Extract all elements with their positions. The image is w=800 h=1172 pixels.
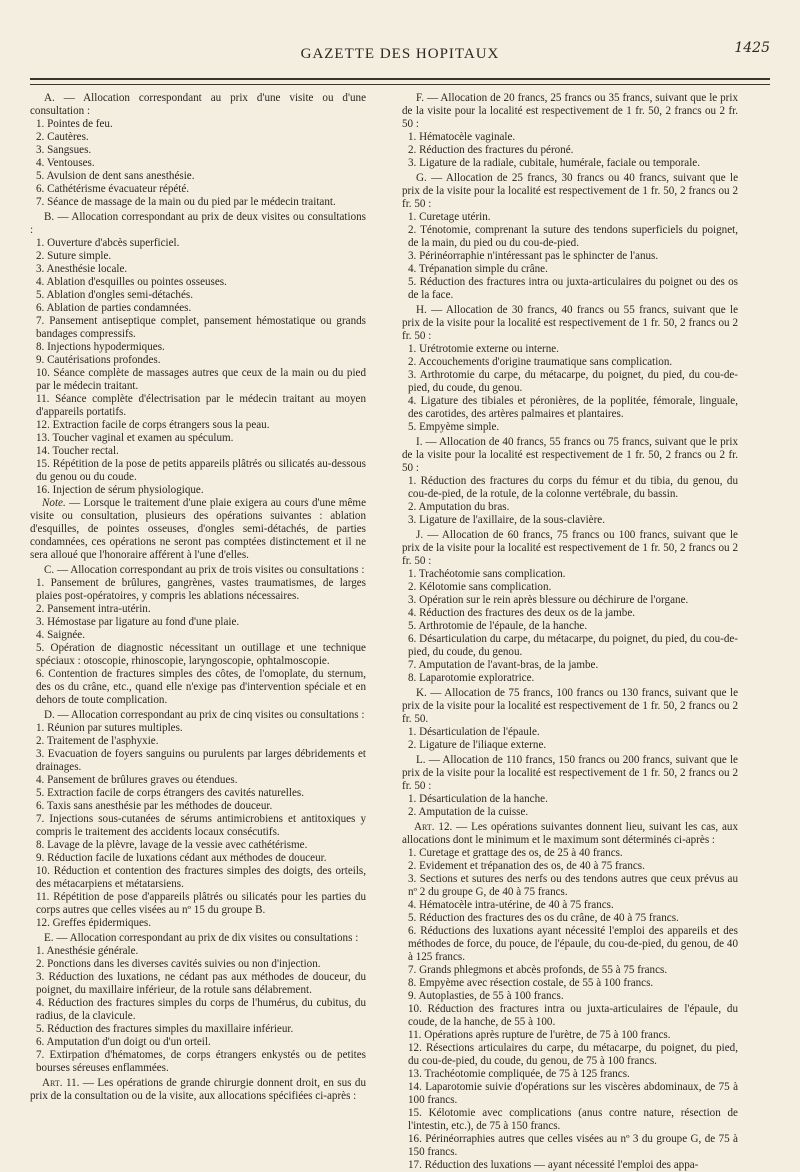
list-item: 10. Séance complète de massages autres que ceux de la main ou du pied par le médecin traitant.	[36, 367, 366, 392]
section-heading: E. — Allocation correspondant au prix de dix visites ou consultations :	[44, 932, 359, 944]
list-item: 4. Saignée.	[36, 629, 85, 641]
note-label: Note.	[42, 497, 66, 509]
list-item: 2. Ligature de l'iliaque externe.	[408, 739, 547, 751]
list-item: 6. Contention de fractures simples des côtes, de l'omoplate, du sternum, des os du crâne, etc., quand elle n'exige pas d'intervention spéciale et en dehors de toute complication.	[36, 668, 366, 706]
list-item: 9. Autoplasties, de 55 à 100 francs.	[408, 990, 564, 1002]
list-item: 11. Répétition de pose d'appareils plâtrés ou silicatés pour les parties du corps autres que celles visées au nº 15 du groupe B.	[36, 891, 366, 916]
list-item: 2. Traitement de l'asphyxie.	[36, 735, 159, 747]
list-item: 3. Anesthésie locale.	[36, 263, 128, 275]
list-item: 7. Séance de massage de la main ou du pied par le médecin traitant.	[36, 196, 336, 208]
article-paragraph	[30, 1077, 366, 1103]
list-item: 4. Réduction des fractures des deux os de la jambe.	[408, 607, 636, 619]
list-item: 5. Réduction des fractures des os du crâne, de 40 à 75 francs.	[408, 912, 679, 924]
list-item: 5. Réduction des fractures simples du maxillaire inférieur.	[36, 1023, 294, 1035]
list-item: 4. Réduction des fractures simples du corps de l'humérus, du cubitus, du radius, de la clavicule.	[36, 997, 366, 1022]
list-item: 4. Ventouses.	[36, 157, 95, 169]
article-paragraph	[402, 821, 738, 847]
list-item: 3. Réduction des luxations, ne cédant pas aux méthodes de douceur, du poignet, du maxillaire inférieur, de la rotule sans délabrement.	[36, 971, 366, 996]
list-item: 1. Ouverture d'abcès superficiel.	[36, 237, 180, 249]
list-item: 11. Séance complète d'électrisation par le médecin traitant au moyen d'appareils portatifs.	[36, 393, 366, 418]
section-heading: L. — Allocation de 110 francs, 150 francs ou 200 francs, suivant que le prix de la visite pour la localité est respectivement de 1 fr. 50, 2 francs ou 2 fr. 50 :	[402, 754, 738, 792]
list-item: 5. Ablation d'ongles semi-détachés.	[36, 289, 193, 301]
list-item: 3. Ligature de l'axillaire, de la sous-clavière.	[408, 514, 605, 526]
list-item: 2. Amputation du bras.	[408, 501, 510, 513]
list-item: 7. Pansement antiseptique complet, pansement hémostatique ou grands bandages compressifs.	[36, 315, 366, 340]
list-item: 3. Périnéorraphie n'intéressant pas le sphincter de l'anus.	[408, 250, 659, 262]
list-item: 5. Extraction facile de corps étrangers des cavités naturelles.	[36, 787, 304, 799]
list-item: 12. Extraction facile de corps étrangers sous la peau.	[36, 419, 270, 431]
list-item: 8. Empyème avec résection costale, de 55 à 100 francs.	[408, 977, 654, 989]
list-item: 6. Ablation de parties condamnées.	[36, 302, 192, 314]
list-item: 1. Anesthésie générale.	[36, 945, 139, 957]
list-item: 3. Ligature de la radiale, cubitale, humérale, faciale ou temporale.	[408, 157, 700, 169]
section-heading: C. — Allocation correspondant au prix de trois visites ou consultations :	[44, 564, 365, 576]
list-item: 16. Périnéorraphies autres que celles visées au nº 3 du groupe G, de 75 à 150 francs.	[408, 1133, 738, 1158]
section-heading: K. — Allocation de 75 francs, 100 francs ou 130 francs, suivant que le prix de la visite pour la localité est respectivement de 1 fr. 50, 2 francs ou 2 fr. 50.	[402, 687, 738, 725]
list-item: 3. Sangsues.	[36, 144, 92, 156]
list-item: 14. Laparotomie suivie d'opérations sur les viscères abdominaux, de 75 à 100 francs.	[408, 1081, 738, 1106]
list-item: 4. Hématocèle intra-utérine, de 40 à 75 francs.	[408, 899, 614, 911]
list-item: 2. Kélotomie sans complication.	[408, 581, 552, 593]
list-item: 2. Evidement et trépanation des os, de 40 à 75 francs.	[408, 860, 645, 872]
list-item: 4. Ablation d'esquilles ou pointes osseuses.	[36, 276, 227, 288]
header-rule	[30, 78, 770, 85]
paragraph-text: — Les opérations de grande chirurgie donnent droit, en sus du prix de la consultation ou de la visite, aux allocations spécifiées ci-après :	[30, 1077, 366, 1102]
list-item: 12. Résections articulaires du carpe, du métacarpe, du poignet, du pied, du cou-de-pied, du coude, du genou, de 75 à 100 francs.	[408, 1042, 738, 1067]
section-heading: I. — Allocation de 40 francs, 55 francs ou 75 francs, suivant que le prix de la visite pour la localité est respectivement de 1 fr. 50, 2 francs ou 2 fr. 50 :	[402, 436, 738, 474]
paragraph-text: — Lorsque le traitement d'une plaie exigera au cours d'une même visite ou consultation, plusieurs des opérations suivantes : ablation d'esquilles, de pointes osseuses, d'ongles semi-détachés, de parties condamnées, ces opérations ne seront pas comptées distinctement et il ne sera alloué que l'honoraire afférent à l'une d'elles.	[30, 497, 366, 561]
page-header	[30, 38, 770, 78]
list-item: 4. Ligature des tibiales et péronières, de la poplitée, fémorale, linguale, des carotides, des artères palmaires et plantaires.	[408, 395, 738, 420]
list-item: 1. Pansement de brûlures, gangrènes, vastes traumatismes, de larges plaies post-opératoires, y compris les ablations nécessaires.	[36, 577, 366, 602]
list-item: 5. Avulsion de dent sans anesthésie.	[36, 170, 195, 182]
list-item: 15. Répétition de la pose de petits appareils plâtrés ou silicatés au-dessous du genou ou du coude.	[36, 458, 366, 483]
list-item: 1. Réunion par sutures multiples.	[36, 722, 183, 734]
list-item: 5. Opération de diagnostic nécessitant un outillage et une technique spéciaux : otoscopie, rhinoscopie, laryngoscopie, ophtalmoscopie.	[36, 642, 366, 667]
list-item: 14. Toucher rectal.	[36, 445, 119, 457]
list-item: 4. Pansement de brûlures graves ou étendues.	[36, 774, 238, 786]
list-item: 3. Opération sur le rein après blessure ou déchirure de l'organe.	[408, 594, 689, 606]
article-label: Art. 12.	[414, 821, 453, 833]
note-paragraph	[30, 497, 366, 562]
list-item: 3. Hémostase par ligature au fond d'une plaie.	[36, 616, 240, 628]
list-item: 8. Injections hypodermiques.	[36, 341, 165, 353]
list-item: 11. Opérations après rupture de l'urètre, de 75 à 100 francs.	[408, 1029, 671, 1041]
list-item: 1. Désarticulation de la hanche.	[408, 793, 548, 805]
list-item: 2. Ténotomie, comprenant la suture des tendons superficiels du poignet, de la main, du pied ou du cou-de-pied.	[408, 224, 738, 249]
list-item: 2. Suture simple.	[36, 250, 112, 262]
list-item: 1. Pointes de feu.	[36, 118, 113, 130]
list-item: 2. Accouchements d'origine traumatique sans complication.	[408, 356, 673, 368]
section-heading: D. — Allocation correspondant au prix de cinq visites ou consultations :	[44, 709, 365, 721]
list-item: 6. Désarticulation du carpe, du métacarpe, du poignet, du pied, du cou-de-pied, du coude, du genou.	[408, 633, 738, 658]
list-item: 1. Hématocèle vaginale.	[408, 131, 516, 143]
section-heading: G. — Allocation de 25 francs, 30 francs ou 40 francs, suivant que le prix de la visite pour la localité est respectivement de 1 fr. 50, 2 francs ou 2 fr. 50 :	[402, 172, 738, 210]
list-item: 16. Injection de sérum physiologique.	[36, 484, 204, 496]
list-item: 1. Réduction des fractures du corps du fémur et du tibia, du genou, du cou-de-pied, de la rotule, de la colonne vertébrale, du bassin.	[408, 475, 738, 500]
page-number: 1425	[734, 40, 770, 56]
list-item: 2. Ponctions dans les diverses cavités suivies ou non d'injection.	[36, 958, 321, 970]
running-title: GAZETTE DES HOPITAUX	[300, 46, 500, 62]
list-item: 17. Réduction des luxations — ayant nécessité l'emploi des appa-	[408, 1159, 699, 1171]
list-item: 7. Extirpation d'hématomes, de corps étrangers enkystés ou de petites bourses séreuses enflammées.	[36, 1049, 366, 1074]
list-item: 9. Cautérisations profondes.	[36, 354, 161, 366]
list-item: 1. Désarticulation de l'épaule.	[408, 726, 540, 738]
section-heading: H. — Allocation de 30 francs, 40 francs ou 55 francs, suivant que le prix de la visite pour la localité est respectivement de 1 fr. 50, 2 francs ou 2 fr. 50 :	[402, 304, 738, 342]
list-item: 15. Kélotomie avec complications (anus contre nature, résection de l'intestin, etc.), de 75 à 150 francs.	[408, 1107, 738, 1132]
list-item: 10. Réduction des fractures intra ou juxta-articulaires de l'épaule, du coude, de la hanche, de 55 à 100.	[408, 1003, 738, 1028]
list-item: 12. Greffes épidermiques.	[36, 917, 152, 929]
list-item: 3. Sections et sutures des nerfs ou des tendons autres que ceux prévus au nº 2 du groupe G, de 40 à 75 francs.	[408, 873, 738, 898]
list-item: 2. Amputation de la cuisse.	[408, 806, 529, 818]
list-item: 10. Réduction et contention des fractures simples des doigts, des orteils, des métacarpiens et métatarsiens.	[36, 865, 366, 890]
paragraph-text: — Les opérations suivantes donnent lieu, suivant les cas, aux allocations dont le minimum et le maximum sont déterminés ci-après :	[402, 821, 738, 846]
list-item: 1. Trachéotomie sans complication.	[408, 568, 566, 580]
list-item: 6. Taxis sans anesthésie par les méthodes de douceur.	[36, 800, 273, 812]
list-item: 7. Grands phlegmons et abcès profonds, de 55 à 75 francs.	[408, 964, 668, 976]
list-item: 3. Evacuation de foyers sanguins ou purulents par larges débridements et drainages.	[36, 748, 366, 773]
list-item: 2. Réduction des fractures du péroné.	[408, 144, 574, 156]
list-item: 6. Amputation d'un doigt ou d'un orteil.	[36, 1036, 211, 1048]
list-item: 2. Cautères.	[36, 131, 89, 143]
section-heading: A. — Allocation correspondant au prix d'une visite ou d'une consultation :	[30, 92, 366, 117]
list-item: 7. Amputation de l'avant-bras, de la jambe.	[408, 659, 599, 671]
section-heading: J. — Allocation de 60 francs, 75 francs ou 100 francs, suivant que le prix de la visite pour la localité est respectivement de 1 fr. 50, 2 francs ou 2 fr. 50 :	[402, 529, 738, 567]
list-item: 2. Pansement intra-utérin.	[36, 603, 151, 615]
article-label: Art. 11.	[42, 1077, 80, 1089]
right-column	[402, 90, 738, 1171]
list-item: 5. Réduction des fractures intra ou juxta-articulaires du poignet ou des os de la face.	[408, 276, 738, 301]
list-item: 6. Réductions des luxations ayant nécessité l'emploi des appareils et des méthodes de force, du pouce, de l'épaule, du cou-de-pied, du genou, de 40 à 125 francs.	[408, 925, 738, 963]
list-item: 8. Laparotomie exploratrice.	[408, 672, 535, 684]
list-item: 3. Arthrotomie du carpe, du métacarpe, du poignet, du pied, du cou-de-pied, du coude, du genou.	[408, 369, 738, 394]
list-item: 6. Cathétérisme évacuateur répété.	[36, 183, 190, 195]
list-item: 5. Arthrotomie de l'épaule, de la hanche.	[408, 620, 588, 632]
left-column	[30, 90, 366, 1150]
list-item: 1. Urétrotomie externe ou interne.	[408, 343, 559, 355]
section-heading: B. — Allocation correspondant au prix de deux visites ou consultations :	[30, 211, 366, 236]
list-item: 13. Trachéotomie compliquée, de 75 à 125 francs.	[408, 1068, 630, 1080]
list-item: 9. Réduction facile de luxations cédant aux méthodes de douceur.	[36, 852, 327, 864]
section-heading: F. — Allocation de 20 francs, 25 francs ou 35 francs, suivant que le prix de la visite pour la localité est respectivement de 1 fr. 50, 2 francs ou 2 fr. 50 :	[402, 92, 738, 130]
list-item: 4. Trépanation simple du crâne.	[408, 263, 548, 275]
list-item: 7. Injections sous-cutanées de sérums antimicrobiens et antitoxiques y compris le traitement des accidents locaux consécutifs.	[36, 813, 366, 838]
list-item: 8. Lavage de la plèvre, lavage de la vessie avec cathétérisme.	[36, 839, 308, 851]
list-item: 5. Empyème simple.	[408, 421, 500, 433]
list-item: 1. Curetage et grattage des os, de 25 à 40 francs.	[408, 847, 623, 859]
list-item: 1. Curetage utérin.	[408, 211, 491, 223]
list-item: 13. Toucher vaginal et examen au spéculum.	[36, 432, 234, 444]
